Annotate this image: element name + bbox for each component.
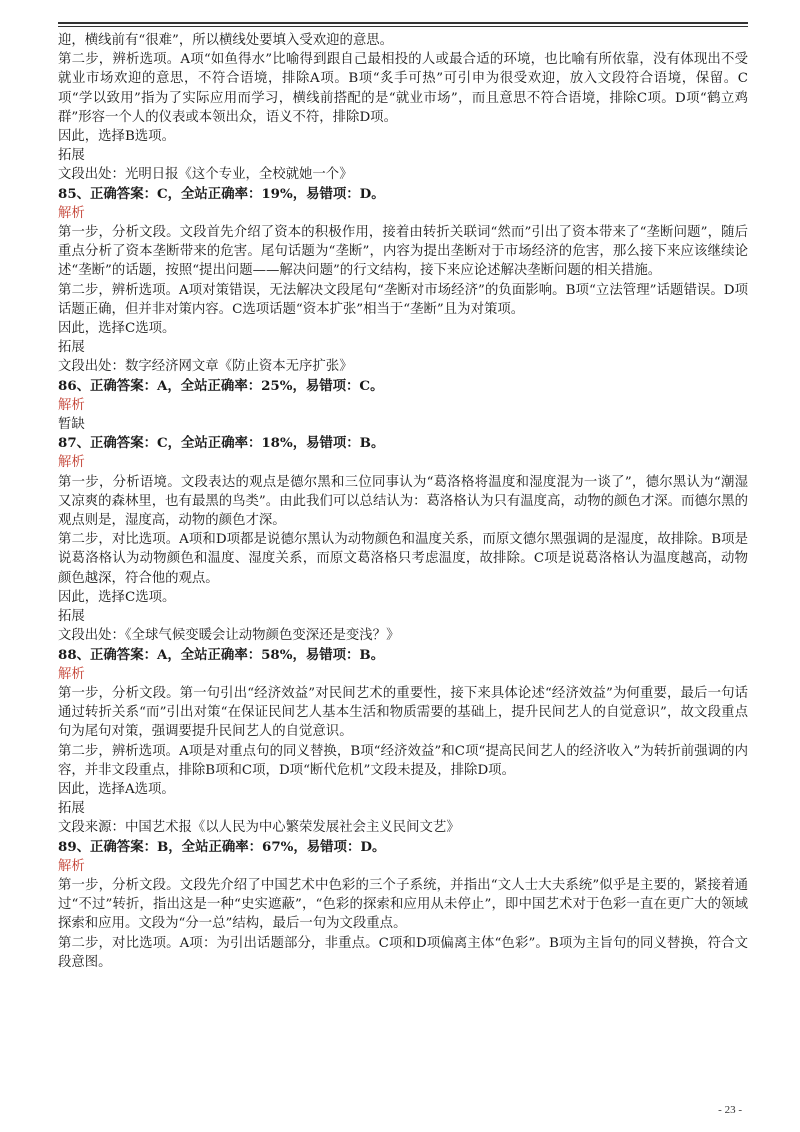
analysis-heading: 解析 [58,397,85,413]
paragraph: 迎，横线前有“很难”，所以横线处要填入受欢迎的意思。 [58,33,394,48]
analysis-heading: 解析 [58,666,85,682]
paragraph: 第一步，分析文段。文段首先介绍了资本的积极作用，接着由转折关联词“然而”引出了资本带来了“垄断问题”，随后重点分析了资本垄断带来的危害。尾句话题为“垄断”，内容为提出垄断对于市场经济的危害，那么接下来应该继续论述“垄断”的话题，按照“提出问题——解决问题”的行文结构，接下来应论述解决垄断问题的相关措施。 [58,225,748,279]
answer-line: 85、正确答案：C，全站正确率：19%，易错项：D。 [58,185,385,202]
page-number: - 23 - [718,1104,742,1116]
document-body [58,31,748,972]
paragraph: 第二步，辨析选项。A项是对重点句的同义替换，B项“经济效益”和C项“提高民间艺人的经济收入”为转折前强调的内容，并非文段重点，排除B项和C项，D项“断代危机”文段未提及，排除D项。 [58,743,748,778]
paragraph: 第一步，分析文段。第一句引出“经济效益”对民间艺术的重要性，接下来具体论述“经济效益”为何重要，最后一句话通过转折关系“而”引出对策“在保证民间艺人基本生活和物质需要的基础上，提升民间艺人的自觉意识”，故文段重点句为尾句对策，强调要提升民间艺人的自觉意识。 [58,685,748,740]
answer-line: 86、正确答案：A，全站正确率：25%，易错项：C。 [58,377,384,394]
header-rule-thick [58,22,748,24]
paragraph: 因此，选择B选项。 [58,129,175,145]
paragraph: 文段来源：中国艺术报《以人民为中心繁荣发展社会主义民间文艺》 [58,820,460,836]
answer-line: 88、正确答案：A，全站正确率：58%，易错项：B。 [58,646,385,663]
header-rule-thin [58,26,748,27]
analysis-heading: 解析 [58,205,85,221]
analysis-heading: 解析 [58,455,85,471]
paragraph: 文段出处：数字经济网文章《防止资本无序扩张》 [58,359,353,375]
paragraph: 因此，选择A选项。 [58,781,175,797]
answer-line: 89、正确答案：B，全站正确率：67%，易错项：D。 [58,838,386,855]
paragraph: 拓展 [58,609,85,625]
paragraph: 第二步，对比选项。A项和D项都是说德尔黑认为动物颜色和温度关系，而原文德尔黑强调的是湿度，故排除。B项是说葛洛格认为动物颜色和温度、湿度关系，而原文葛洛格只考虑温度，故排除。C项是说葛洛格认为温度越高，动物颜色越深，符合他的观点。 [58,532,748,586]
paragraph: 文段出处：光明日报《这个专业，全校就她一个》 [58,167,353,183]
paragraph: 第二步，对比选项。A项：为引出话题部分，非重点。C项和D项偏离主体“色彩”。B项为主旨句的同义替换，符合文段意图。 [58,935,748,970]
paragraph: 第二步，辨析选项。A项对策错误，无法解决文段尾句“垄断对市场经济”的负面影响。B项“立法管理”话题错误。D项话题正确，但并非对策内容。C选项话题“资本扩张”相当于“垄断”且为对策项。 [58,282,748,317]
paragraph: 拓展 [58,148,85,164]
analysis-heading: 解析 [58,858,85,874]
paragraph: 文段出处：《全球气候变暖会让动物颜色变深还是变浅？》 [58,628,400,644]
paragraph: 暂缺 [58,417,85,433]
paragraph: 拓展 [58,801,85,817]
paragraph: 第一步，分析语境。文段表达的观点是德尔黑和三位同事认为“葛洛格将温度和湿度混为一谈了”，德尔黑认为“潮湿又凉爽的森林里，也有最黑的鸟类”。由此我们可以总结认为：葛洛格认为只有温度高，动物的颜色才深。而德尔黑的观点则是，湿度高，动物的颜色才深。 [58,474,748,529]
paragraph: 第二步，辨析选项。A项“如鱼得水”比喻得到跟自己最相投的人或最合适的环境，也比喻有所依靠，没有体现出不受就业市场欢迎的意思，不符合语境，排除A项。B项“炙手可热”可引申为很受欢迎，放入文段符合语境，保留。C项“学以致用”指为了实际应用而学习，横线前搭配的是“就业市场”，而且意思不符合语境，排除C项。D项“鹤立鸡群”形容一个人的仪表或本领出众，语义不符，排除D项。 [58,52,748,125]
paragraph: 第一步，分析文段。文段先介绍了中国艺术中色彩的三个子系统，并指出“文人士大夫系统”似乎是主要的，紧接着通过“不过”转折，指出这是一种“史实遮蔽”，“色彩的探索和应用从未停止”，即中国艺术对于色彩一直在更广大的领域探索和应用。文段为“分一总”结构，最后一句为文段重点。 [58,877,748,932]
paragraph: 因此，选择C选项。 [58,321,176,337]
answer-line: 87、正确答案：C，全站正确率：18%，易错项：B。 [58,435,385,452]
paragraph: 拓展 [58,340,85,356]
paragraph: 因此，选择C选项。 [58,589,176,605]
